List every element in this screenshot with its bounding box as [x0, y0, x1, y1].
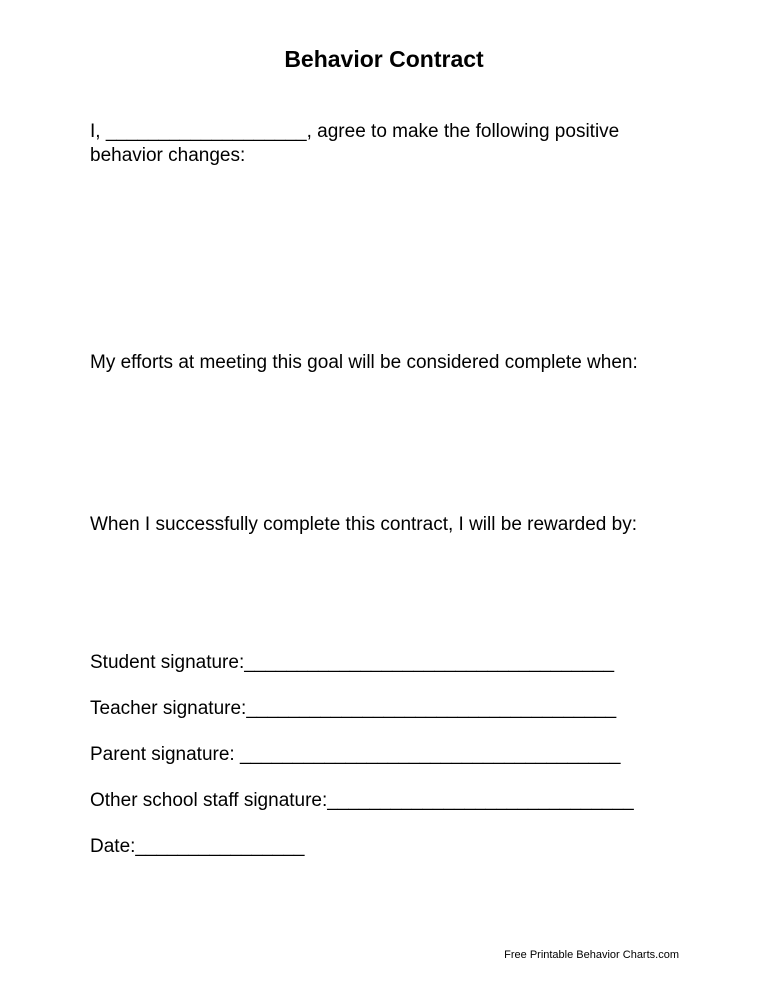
parent-signature-line: Parent signature: ____________________________________ [90, 744, 621, 765]
date-line: Date:________________ [90, 836, 305, 857]
intro-line-2: behavior changes: [90, 145, 246, 166]
reward-prompt: When I successfully complete this contract, I will be rewarded by: [90, 514, 638, 535]
other-staff-signature-line: Other school staff signature:_____________________________ [90, 790, 634, 811]
intro-paragraph [90, 120, 619, 168]
intro-line-1: I, ___________________, agree to make the following positive [90, 121, 620, 142]
efforts-prompt: My efforts at meeting this goal will be considered complete when: [90, 352, 638, 373]
page-title: Behavior Contract [284, 46, 484, 72]
teacher-signature-line: Teacher signature:___________________________________ [90, 698, 617, 719]
student-signature-line: Student signature:___________________________________ [90, 652, 615, 673]
footer-credit: Free Printable Behavior Charts.com [504, 949, 679, 961]
